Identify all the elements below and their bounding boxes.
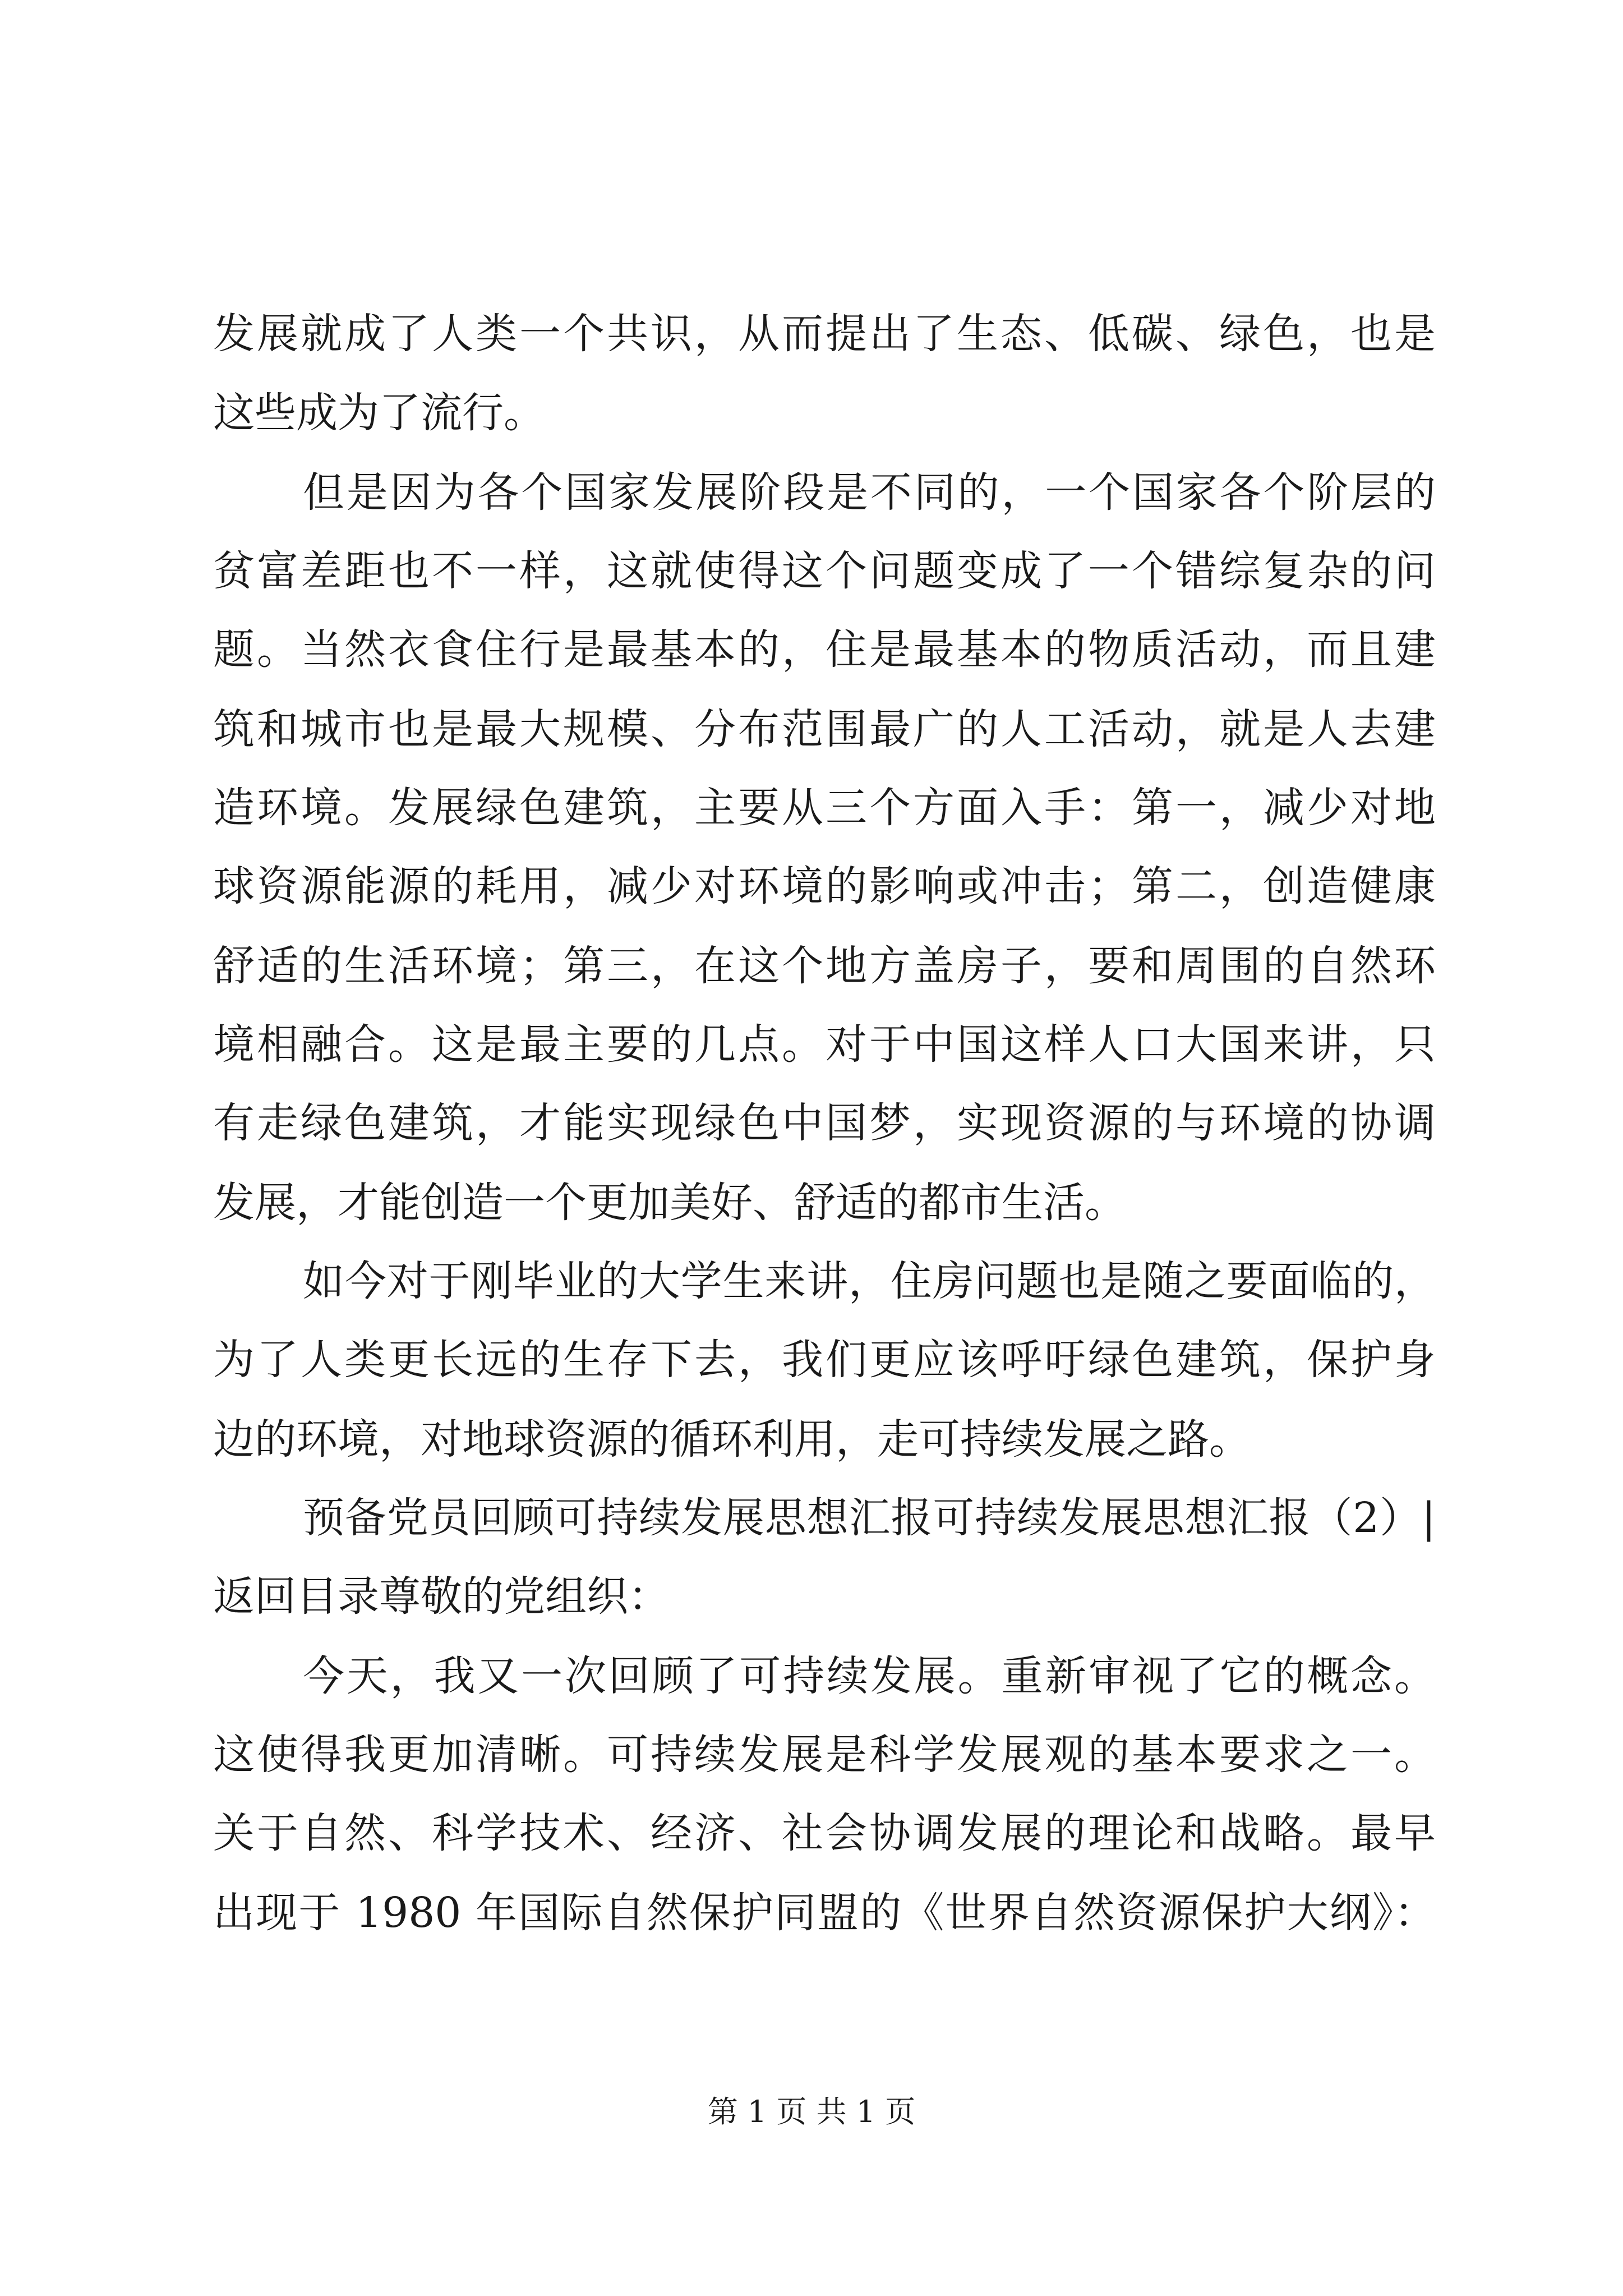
page-footer: 第 1 页 共 1 页 [707, 2094, 916, 2129]
text-line: 筑和城市也是最大规模、分布范围最广的人工活动，就是人去建 [213, 705, 1436, 753]
text-line: 发展就成了人类一个共识，从而提出了生态、低碳、绿色，也是 [213, 310, 1436, 358]
text-line: 球资源能源的耗用，减少对环境的影响或冲击；第二，创造健康 [213, 862, 1436, 910]
text-line: 发展，才能创造一个更加美好、舒适的都市生活。 [213, 1179, 1126, 1227]
text-line: 今天，我又一次回顾了可持续发展。重新审视了它的概念。 [303, 1652, 1436, 1700]
text-line: 为了人类更长远的生存下去，我们更应该呼吁绿色建筑，保护身 [213, 1336, 1436, 1384]
text-line: 边的环境，对地球资源的循环利用，走可持续发展之路。 [213, 1415, 1251, 1464]
text-line: 有走绿色建筑，才能实现绿色中国梦，实现资源的与环境的协调 [213, 1099, 1436, 1147]
text-line: 这些成为了流行。 [213, 389, 545, 437]
text-line: 贫富差距也不一样，这就使得这个问题变成了一个错综复杂的问 [213, 547, 1436, 595]
text-line: 但是因为各个国家发展阶段是不同的，一个国家各个阶层的 [303, 468, 1436, 517]
text-line: 关于自然、科学技术、经济、社会协调发展的理论和战略。最早 [213, 1809, 1436, 1857]
text-line: 这使得我更加清晰。可持续发展是科学发展观的基本要求之一。 [213, 1731, 1436, 1779]
text-line: 如今对于刚毕业的大学生来讲，住房问题也是随之要面临的， [303, 1257, 1436, 1305]
text-line: 出现于 1980 年国际自然保护同盟的《世界自然资源保护大纲》： [213, 1889, 1436, 1937]
text-line: 境相融合。这是最主要的几点。对于中国这样人口大国来讲，只 [213, 1020, 1436, 1069]
text-line: 题。当然衣食住行是最基本的，住是最基本的物质活动，而且建 [213, 625, 1436, 674]
text-line: 造环境。发展绿色建筑，主要从三个方面入手：第一，减少对地 [213, 784, 1436, 832]
text-line: 舒适的生活环境；第三，在这个地方盖房子，要和周围的自然环 [213, 942, 1436, 990]
text-line: 返回目录尊敬的党组织： [213, 1572, 670, 1621]
text-line: 预备党员回顾可持续发展思想汇报可持续发展思想汇报（2）| [303, 1494, 1436, 1542]
